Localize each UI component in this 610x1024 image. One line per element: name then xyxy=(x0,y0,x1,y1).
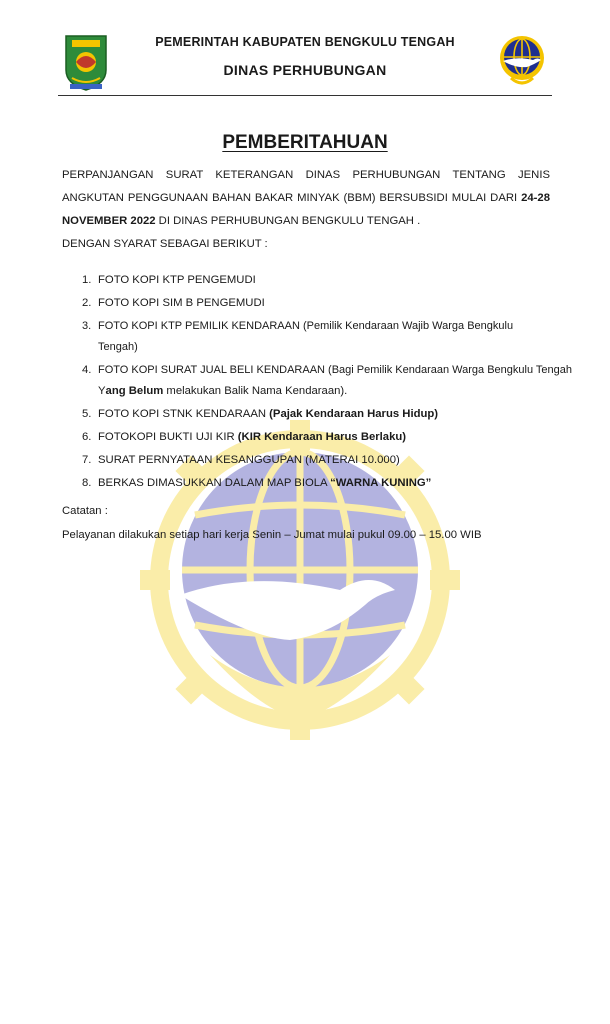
intro-text-1: PERPANJANGAN SURAT KETERANGAN DINAS PERHUBUNGAN TENTANG JENIS ANGKUTAN PENGGUNAAN BAHAN BAKAR MINYAK (BBM) BERSUBSIDI MULAI DARI xyxy=(62,169,550,204)
item-number: 8. xyxy=(82,477,92,489)
item-text-continued xyxy=(98,381,552,402)
requirements-heading: DENGAN SYARAT SEBAGAI BERIKUT : xyxy=(62,238,268,250)
requirements-list xyxy=(82,270,573,496)
item-number: 2. xyxy=(82,297,92,309)
item-number: 4. xyxy=(82,364,92,376)
item-emphasis: “WARNA KUNING” xyxy=(330,477,432,489)
list-item xyxy=(82,404,552,425)
item-number: 3. xyxy=(82,320,92,332)
item-number: 1. xyxy=(82,274,92,286)
item-text: FOTOKOPI BUKTI UJI KIR xyxy=(98,431,238,443)
list-item xyxy=(82,316,552,358)
note-label: Catatan : xyxy=(62,505,108,517)
item-number: 5. xyxy=(82,408,92,420)
ministry-of-transport-emblem-icon xyxy=(497,34,547,90)
item-text: FOTO KOPI KTP PENGEMUDI xyxy=(98,274,256,286)
item-text-prefix: Y xyxy=(98,385,106,397)
page-title: PEMBERITAHUAN xyxy=(222,132,388,153)
item-emphasis: (KIR Kendaraan Harus Berlaku) xyxy=(237,431,407,443)
item-emphasis: (Pajak Kendaraan Harus Hidup) xyxy=(269,408,439,420)
list-item xyxy=(82,427,552,448)
item-text: FOTO KOPI SURAT JUAL BELI KENDARAAN (Bagi Pemilik Kendaraan Warga Bengkulu Tengah xyxy=(98,364,573,376)
government-name: PEMERINTAH KABUPATEN BENGKULU TENGAH xyxy=(155,35,455,49)
letterhead-divider xyxy=(58,95,552,96)
list-item xyxy=(82,360,573,402)
item-text-rest: melakukan Balik Nama Kendaraan). xyxy=(163,385,348,397)
item-number: 6. xyxy=(82,431,92,443)
intro-date: 24-28 NOVEMBER 2022 xyxy=(62,192,550,227)
item-text: SURAT PERNYATAAN KESANGGUPAN (MATERAI 10.000) xyxy=(98,454,400,466)
item-text: FOTO KOPI KTP PEMILIK KENDARAAN (Pemilik Kendaraan Wajib Warga Bengkulu Tengah) xyxy=(98,320,514,353)
intro-paragraph xyxy=(62,164,550,233)
note-text: Pelayanan dilakukan setiap hari kerja Senin – Jumat mulai pukul 09.00 – 15.00 WIB xyxy=(62,529,482,541)
item-text: FOTO KOPI SIM B PENGEMUDI xyxy=(98,297,265,309)
list-item xyxy=(82,473,552,494)
department-name: DINAS PERHUBUNGAN xyxy=(223,62,387,78)
item-text: FOTO KOPI STNK KENDARAAN xyxy=(98,408,270,420)
list-item xyxy=(82,270,552,291)
item-number: 7. xyxy=(82,454,92,466)
item-text: BERKAS DIMASUKKAN DALAM MAP BIOLA xyxy=(98,477,331,489)
list-item xyxy=(82,293,552,314)
item-emphasis: ang Belum xyxy=(105,385,164,397)
list-item xyxy=(82,450,552,471)
letterhead xyxy=(0,0,610,100)
intro-text-2: DI DINAS PERHUBUNGAN BENGKULU TENGAH . xyxy=(155,215,421,227)
